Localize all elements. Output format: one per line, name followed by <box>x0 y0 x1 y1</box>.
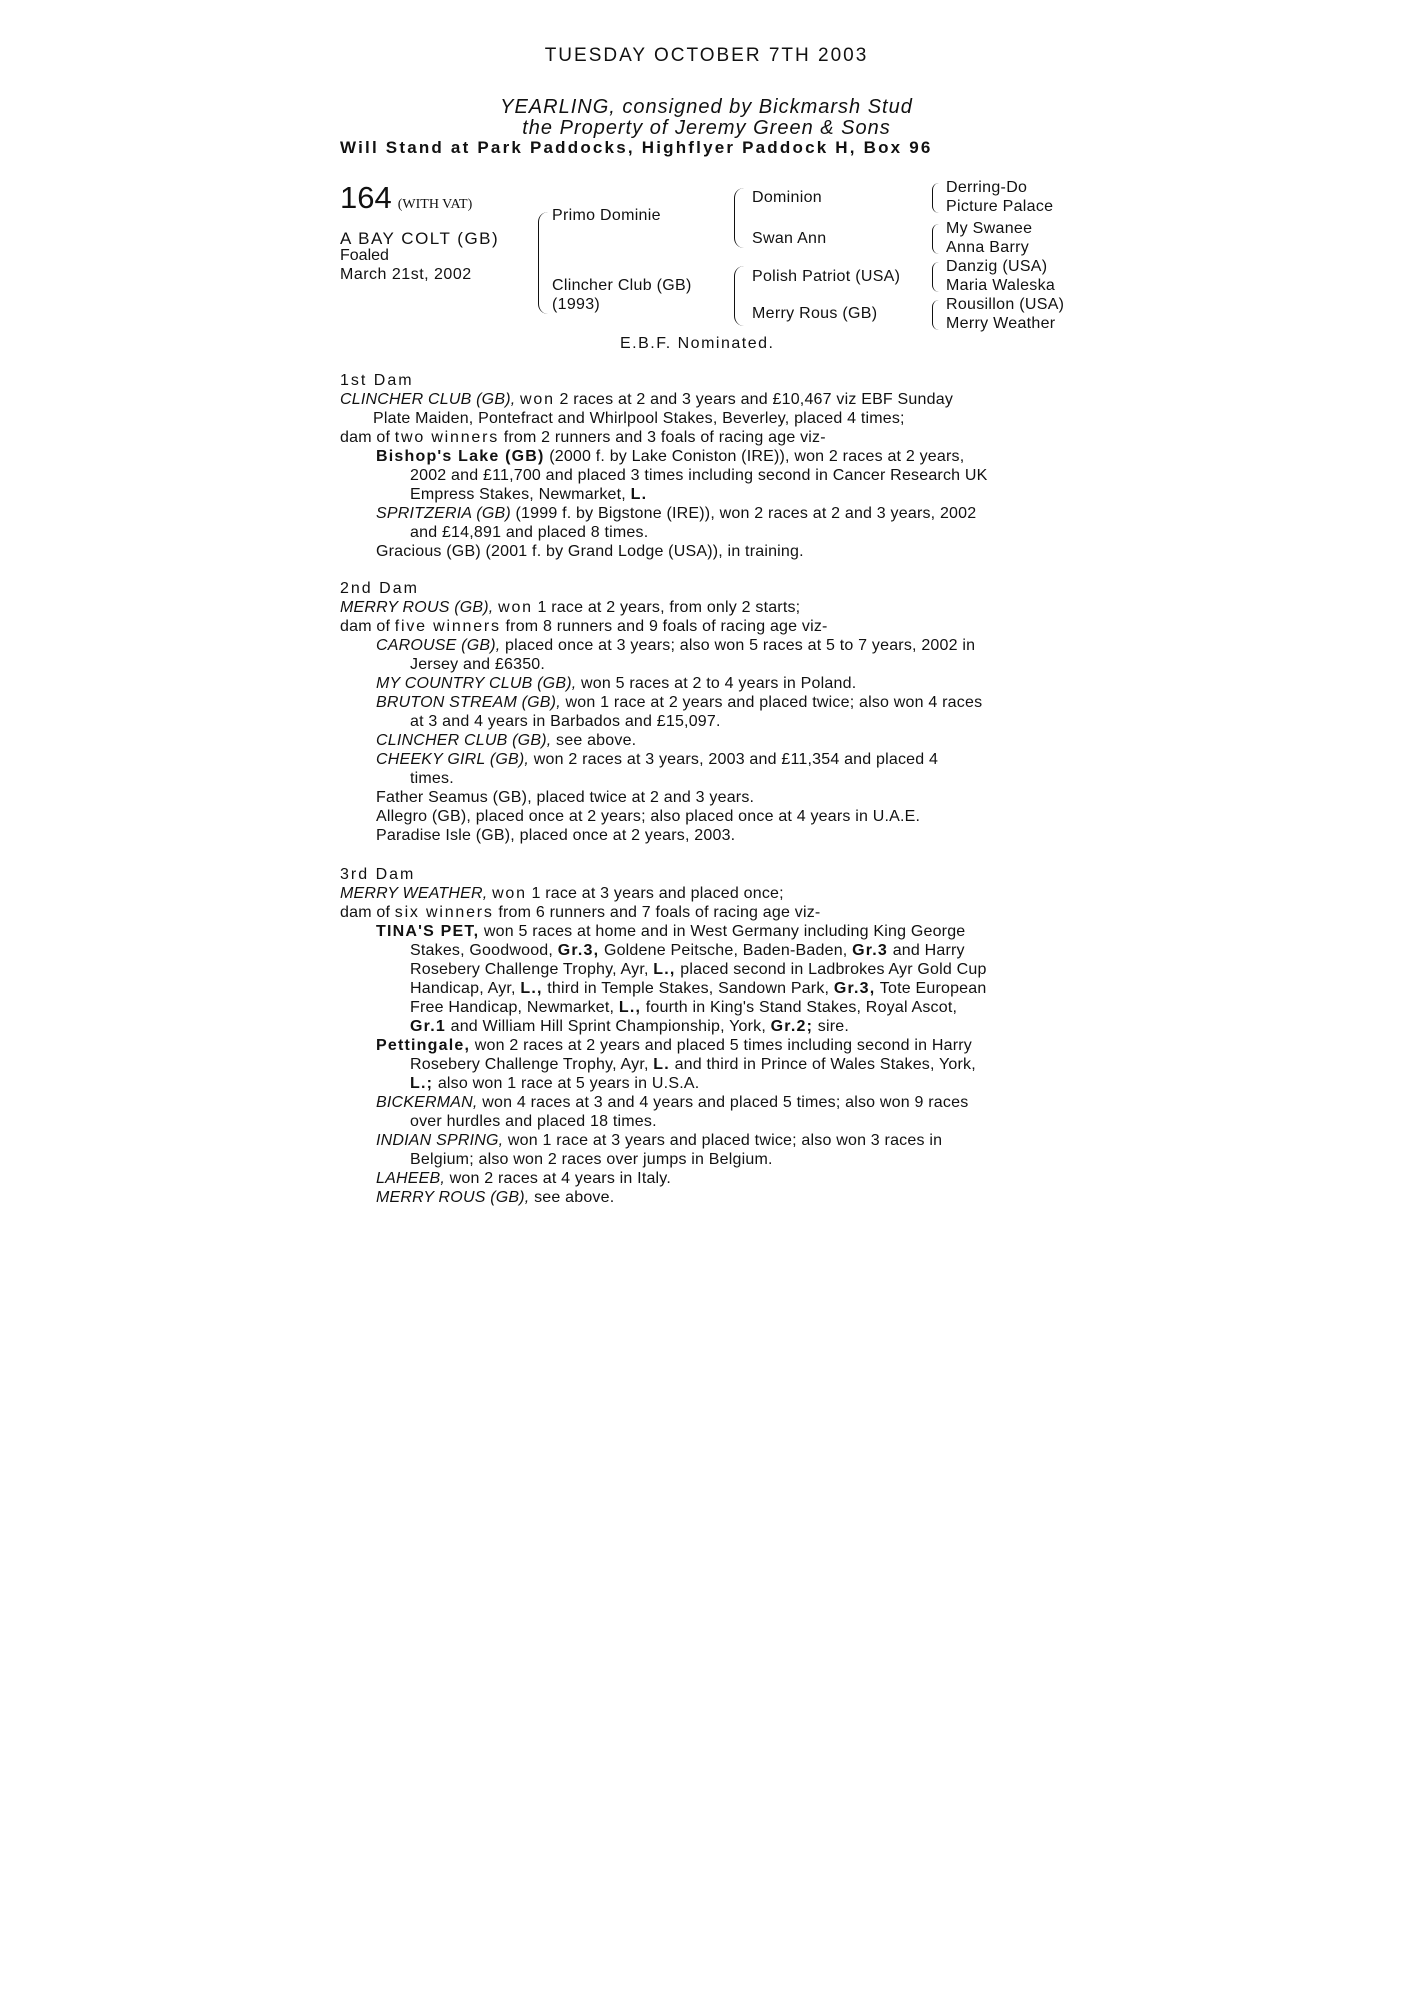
progeny-entry-cont <box>410 999 957 1017</box>
text: and Harry <box>892 942 965 959</box>
text: won 2 races at 4 years in Italy. <box>449 1170 671 1187</box>
horse-name: BICKERMAN, <box>376 1094 478 1111</box>
pedigree-sire: Primo Dominie <box>552 207 661 224</box>
horse-name: CHEEKY GIRL (GB), <box>376 751 530 768</box>
progeny-entry <box>376 1170 671 1188</box>
horse-name: MERRY WEATHER, <box>340 885 488 902</box>
progeny-entry <box>376 505 976 523</box>
second-dam-line <box>340 618 828 636</box>
text: third in Temple Stakes, Sandown Park, <box>547 980 830 997</box>
text: 1 race at 3 years and placed once; <box>531 885 784 902</box>
race-grade: Gr.3, <box>833 980 876 997</box>
pedigree-dam-dam: Merry Rous (GB) <box>752 305 878 322</box>
progeny-entry <box>376 1132 942 1150</box>
owner-line: the Property of Jeremy Green & Sons <box>522 117 891 139</box>
progeny-entry-cont: and £14,891 and placed 8 times. <box>410 524 649 541</box>
horse-name: SPRITZERIA (GB) <box>376 505 511 522</box>
pedigree-ssd: Picture Palace <box>946 198 1054 215</box>
text: (2000 f. by Lake Coniston (IRE)), won 2 races at 2 years, <box>549 448 965 465</box>
stand-location: Will Stand at Park Paddocks, Highflyer Paddock H, Box 96 <box>340 138 933 157</box>
progeny-entry <box>376 448 964 466</box>
text: Goldene Peitsche, Baden-Baden, <box>603 942 848 959</box>
progeny-entry <box>376 923 965 941</box>
lot-description: A BAY COLT (GB) <box>340 229 500 248</box>
emph-text: five winners <box>394 618 501 635</box>
pedigree-brace-3d <box>932 300 941 330</box>
foaled-label: Foaled <box>340 247 389 264</box>
text: see above. <box>534 1189 615 1206</box>
horse-name: INDIAN SPRING, <box>376 1132 504 1149</box>
text: won 2 races at 2 years and placed 5 times including second in Harry <box>474 1037 972 1054</box>
text: won 1 race at 2 years and placed twice; also won 4 races <box>565 694 983 711</box>
pedigree-sire-sire: Dominion <box>752 189 822 206</box>
second-dam-heading: 2nd Dam <box>340 580 419 597</box>
text: won 1 race at 3 years and placed twice; also won 3 races in <box>507 1132 943 1149</box>
emph-text: won <box>498 599 533 616</box>
horse-name: Pettingale, <box>376 1037 471 1054</box>
text: 1 race at 2 years, from only 2 starts; <box>537 599 801 616</box>
ebf-nominated: E.B.F. Nominated. <box>620 335 775 352</box>
pedigree-dam: Clincher Club (GB) <box>552 277 692 294</box>
horse-name: MY COUNTRY CLUB (GB), <box>376 675 577 692</box>
emph-text: six winners <box>394 904 494 921</box>
text: 2 races at 2 and 3 years and £10,467 viz EBF Sunday <box>559 391 954 408</box>
text: Empress Stakes, Newmarket, <box>410 486 626 503</box>
horse-name: BRUTON STREAM (GB), <box>376 694 561 711</box>
progeny-entry-cont: 2002 and £11,700 and placed 3 times including second in Cancer Research UK <box>410 467 988 484</box>
pedigree-dds: Rousillon (USA) <box>946 296 1065 313</box>
text: and third in Prince of Wales Stakes, York, <box>674 1056 976 1073</box>
first-dam-line <box>340 391 1070 409</box>
progeny-entry: Paradise Isle (GB), placed once at 2 years, 2003. <box>376 827 736 844</box>
lot-number-value: 164 <box>340 180 392 215</box>
pedigree-ddd: Merry Weather <box>946 315 1056 332</box>
horse-name: CAROUSE (GB), <box>376 637 501 654</box>
first-dam-line <box>340 429 826 447</box>
text: Handicap, Ayr, <box>410 980 516 997</box>
progeny-entry-cont <box>410 1075 699 1093</box>
emph-text: won <box>520 391 555 408</box>
race-grade: Gr.3, <box>557 942 600 959</box>
pedigree-brace-3b <box>932 224 941 254</box>
lot-number <box>340 180 472 216</box>
race-grade: L., <box>520 980 543 997</box>
progeny-entry-cont: Belgium; also won 2 races over jumps in Belgium. <box>410 1151 773 1168</box>
progeny-entry-cont <box>410 980 986 998</box>
first-dam-line: Plate Maiden, Pontefract and Whirlpool Stakes, Beverley, placed 4 times; <box>373 410 905 427</box>
progeny-entry-cont <box>410 942 965 960</box>
text: placed once at 3 years; also won 5 races at 5 to 7 years, 2002 in <box>505 637 976 654</box>
horse-name: TINA'S PET, <box>376 923 480 940</box>
pedigree-sss: Derring-Do <box>946 179 1028 196</box>
progeny-entry <box>376 675 856 693</box>
progeny-entry <box>376 637 975 655</box>
horse-name: CLINCHER CLUB (GB), <box>376 732 552 749</box>
pedigree-brace-2b <box>734 266 745 326</box>
text: won 4 races at 3 and 4 years and placed 5 times; also won 9 races <box>482 1094 969 1111</box>
progeny-entry-cont: times. <box>410 770 454 787</box>
second-dam-line <box>340 599 800 617</box>
pedigree-brace-1 <box>538 212 551 314</box>
horse-name: Bishop's Lake (GB) <box>376 448 545 465</box>
progeny-entry-cont <box>410 1056 976 1074</box>
text: (1999 f. by Bigstone (IRE)), won 2 races at 2 and 3 years, 2002 <box>515 505 977 522</box>
text: fourth in King's Stand Stakes, Royal Ascot, <box>645 999 958 1016</box>
emph-text: won <box>492 885 527 902</box>
race-grade: L. <box>630 486 648 503</box>
foaled-date: March 21st, 2002 <box>340 266 472 283</box>
text: dam of <box>340 429 391 446</box>
progeny-entry-cont: Jersey and £6350. <box>410 656 546 673</box>
pedigree-dsd: Maria Waleska <box>946 277 1056 294</box>
progeny-entry <box>376 732 636 750</box>
progeny-entry-cont <box>410 486 647 504</box>
text: won 2 races at 3 years, 2003 and £11,354 and placed 4 <box>533 751 939 768</box>
race-grade: L.; <box>410 1075 434 1092</box>
progeny-entry: Gracious (GB) (2001 f. by Grand Lodge (USA)), in training. <box>376 543 804 560</box>
text: Free Handicap, Newmarket, <box>410 999 615 1016</box>
consignor-line: YEARLING, consigned by Bickmarsh Stud <box>500 96 913 118</box>
pedigree-sire-dam: Swan Ann <box>752 230 827 247</box>
pedigree-dss: Danzig (USA) <box>946 258 1048 275</box>
text: from 2 runners and 3 foals of racing age viz- <box>503 429 826 446</box>
text: Tote European <box>879 980 987 997</box>
progeny-entry <box>376 751 938 769</box>
third-dam-line <box>340 904 820 922</box>
progeny-entry-cont: over hurdles and placed 18 times. <box>410 1113 657 1130</box>
first-dam-heading: 1st Dam <box>340 372 414 389</box>
pedigree-brace-3a <box>932 183 941 213</box>
text: see above. <box>556 732 637 749</box>
progeny-entry-cont <box>410 1018 849 1036</box>
text: from 6 runners and 7 foals of racing age viz- <box>498 904 821 921</box>
progeny-entry <box>376 1094 968 1112</box>
text: and William Hill Sprint Championship, York, <box>450 1018 766 1035</box>
race-grade: L., <box>618 999 642 1016</box>
horse-name: MERRY ROUS (GB), <box>376 1189 530 1206</box>
race-grade: L., <box>653 961 676 978</box>
text: won 5 races at 2 to 4 years in Poland. <box>581 675 857 692</box>
text: dam of <box>340 904 391 921</box>
race-grade: Gr.2; <box>770 1018 814 1035</box>
progeny-entry <box>376 1037 972 1055</box>
text: from 8 runners and 9 foals of racing age viz- <box>505 618 828 635</box>
text: Stakes, Goodwood, <box>410 942 554 959</box>
text: won 5 races at home and in West Germany including King George <box>483 923 966 940</box>
third-dam-heading: 3rd Dam <box>340 866 416 883</box>
text: sire. <box>817 1018 850 1035</box>
progeny-entry-cont <box>410 961 987 979</box>
race-grade: Gr.3 <box>852 942 889 959</box>
progeny-entry: Father Seamus (GB), placed twice at 2 and 3 years. <box>376 789 755 806</box>
vat-note: (WITH VAT) <box>397 197 473 212</box>
sale-date: TUESDAY OCTOBER 7TH 2003 <box>544 45 869 66</box>
horse-name: CLINCHER CLUB (GB), <box>340 391 516 408</box>
emph-text: two winners <box>394 429 500 446</box>
pedigree-dam-sire: Polish Patriot (USA) <box>752 268 901 285</box>
text: Rosebery Challenge Trophy, Ayr, <box>410 961 649 978</box>
text: Rosebery Challenge Trophy, Ayr, <box>410 1056 649 1073</box>
progeny-entry: Allegro (GB), placed once at 2 years; also placed once at 4 years in U.A.E. <box>376 808 921 825</box>
progeny-entry <box>376 694 982 712</box>
text: also won 1 race at 5 years in U.S.A. <box>437 1075 700 1092</box>
third-dam-line <box>340 885 784 903</box>
pedigree-brace-3c <box>932 262 941 292</box>
text: placed second in Ladbrokes Ayr Gold Cup <box>680 961 987 978</box>
race-grade: L. <box>653 1056 670 1073</box>
race-grade: Gr.1 <box>410 1018 446 1035</box>
text: dam of <box>340 618 391 635</box>
progeny-entry-cont: at 3 and 4 years in Barbados and £15,097. <box>410 713 721 730</box>
pedigree-sds: My Swanee <box>946 220 1033 237</box>
horse-name: LAHEEB, <box>376 1170 445 1187</box>
pedigree-dam-year: (1993) <box>552 296 601 313</box>
pedigree-sdd: Anna Barry <box>946 239 1030 256</box>
horse-name: MERRY ROUS (GB), <box>340 599 494 616</box>
progeny-entry <box>376 1189 614 1207</box>
pedigree-brace-2a <box>734 188 745 248</box>
